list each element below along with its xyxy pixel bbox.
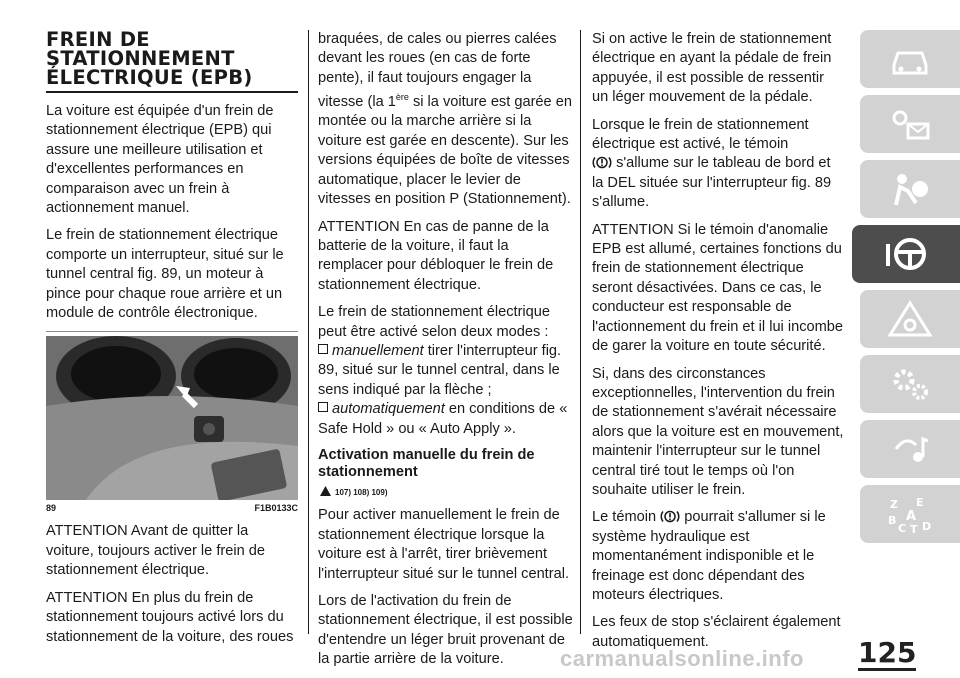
column-divider-1 [308,30,309,634]
page-heading: FREIN DE STATIONNEMENT ÉLECTRIQUE (EPB) [46,30,298,93]
svg-text:T: T [910,523,918,534]
attention-paragraph: ATTENTION En plus du frein de stationnement toujours activé lors du stationnement de la voiture, des roues [46,589,294,645]
warning-triangle-icon [320,486,331,496]
column-1 [46,30,298,655]
column-2 [318,30,576,678]
airbag-icon [886,169,934,209]
tab-car[interactable] [860,30,960,88]
figure-number: 89 [46,503,57,514]
figure-code: F1B0133C [254,503,298,514]
tab-driving[interactable] [852,225,960,283]
list-item: manuellement tirer l'interrupteur fig. 89, situé sur le tunnel central, dans le sens indiqué par la flèche ; [318,342,562,398]
column-3 [592,30,844,660]
chapter-tabs [852,30,960,550]
attention-paragraph: ATTENTION En cas de panne de la batterie de la voiture, il faut la remplacer pour débloquer le frein de stationnement électrique. [318,218,554,293]
multimedia-icon [886,429,934,469]
bullet-icon [318,402,328,412]
gear-icon [886,364,934,404]
svg-text:D: D [922,520,932,533]
index-icon [886,494,934,534]
svg-text:Z: Z [890,498,898,511]
column-divider-2 [580,30,581,634]
watermark: carmanualsonline.info [560,646,804,671]
attention-paragraph: ATTENTION Si le témoin d'anomalie EPB est allumé, certaines fonctions du frein de stationnement électrique seront désactivées. Dans ce cas, le conducteur est responsable de l'actionnement du frein et il lui incombe de garer la voiture en toute sécurité. [592,221,844,355]
paragraph: Lors de l'activation du frein de stationnement électrique, il est possible d'entendre un léger bruit provenant de la partie arrière de la voiture. [318,593,573,668]
paragraph: Le frein de stationnement électrique peut être activé selon deux modes : [318,304,551,340]
svg-text:E: E [916,496,924,509]
paragraph: braquées, de cales ou pierres calées devant les roues (en cas de forte pente), il faut toujours engager la vitesse (la 1ère si la voiture est garée en montée ou la marche arrière si la voiture est garée en descente). Sur les versions équipées de boîte de vitesses automatique, placer le levier de vitesses en position P (Stationnement). [318,31,572,208]
tab-warning-lights[interactable] [860,95,960,153]
figure-caption [46,499,298,518]
section-heading: Activation manuelle du frein de stationnement [318,446,535,480]
tab-emergency[interactable] [860,290,960,348]
parking-brake-photo [46,336,298,500]
tab-maintenance[interactable] [860,355,960,413]
paragraph: Le frein de stationnement électrique comporte un interrupteur, situé sur le tunnel central fig. 89, un moteur à pince pour chaque roue arrière et un module de contrôle électronique. [46,227,284,322]
paragraph: La voiture est équipée d'un frein de stationnement électrique (EPB) qui assure une meilleure utilisation et d'excellentes performances en comparaison avec un frein à actionnement manuel. [46,103,274,217]
list-item: automatiquement en conditions de « Safe Hold » ou « Auto Apply ». [318,401,568,437]
warning-references: 107) 108) 109) [336,483,576,502]
tab-multimedia[interactable] [860,420,960,478]
brake-warning-light-icon [592,156,612,169]
steering-wheel-icon [882,234,930,274]
figure-89 [46,331,298,514]
tab-safety[interactable] [860,160,960,218]
paragraph: Lorsque le frein de stationnement électrique est activé, le témoin s'allume sur le tableau de bord et la DEL située sur l'interrupteur fig. 89 s'allume. [592,116,832,211]
bullet-icon [318,344,328,354]
svg-text:B: B [888,514,897,527]
svg-text:C: C [898,522,907,534]
svg-text:A: A [906,509,917,524]
paragraph: Si on active le frein de stationnement électrique en ayant la pédale de frein appuyée, il est possible de ressentir un léger mouvement de la pédale. [592,31,832,106]
brake-warning-light-icon [660,510,680,523]
attention-paragraph: ATTENTION Avant de quitter la voiture, toujours activer le frein de stationnement électrique. [46,523,266,579]
car-icon [886,39,934,79]
page-number: 125 [858,636,917,669]
warning-lights-icon [886,104,934,144]
paragraph: Pour activer manuellement le frein de stationnement électrique lorsque la voiture est à l'arrêt, tirer brièvement l'interrupteur situé sur le tunnel central. [318,507,570,582]
emergency-icon [886,299,934,339]
paragraph: Si, dans des circonstances exceptionnelles, l'intervention du frein de stationnement s'avérait nécessaire alors que la voiture est en mouvement, maintenir l'interrupteur sur le tunnel central tiré tout le temps où l'on souhaite utiliser le frein. [592,365,844,498]
tab-index[interactable] [860,485,960,543]
paragraph: Les feux de stop s'éclairent également automatiquement. [592,614,841,650]
paragraph: Le témoin pourrait s'allumer si le système hydraulique est momentanément indisponible et le freinage est donc dépendant des moteurs électriques. [592,509,826,603]
